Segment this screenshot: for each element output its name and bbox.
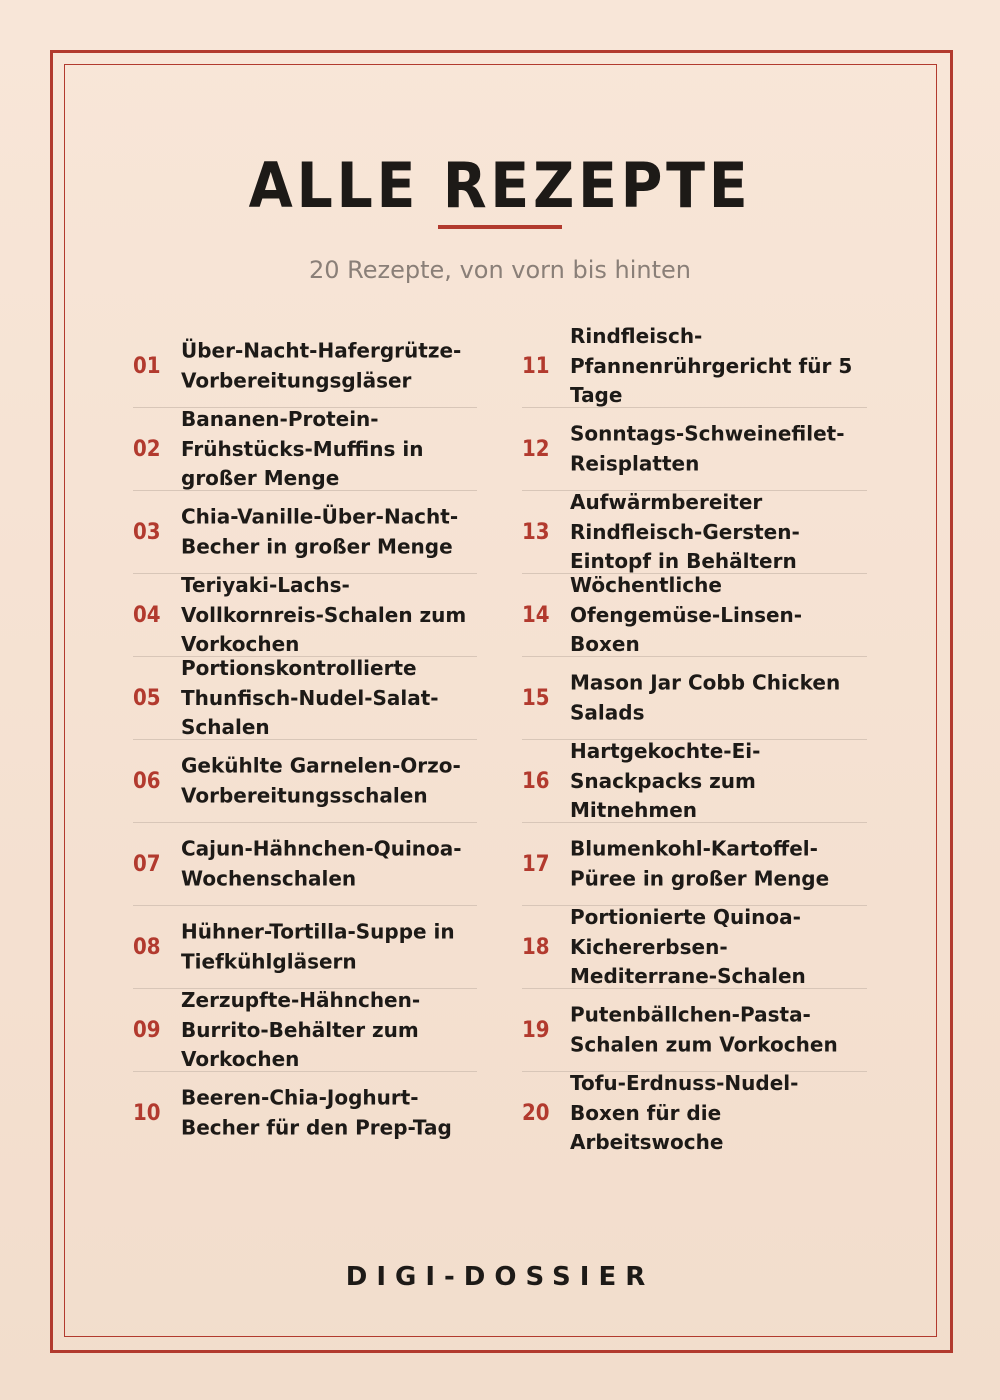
recipe-item [133, 989, 477, 1072]
recipe-item [522, 657, 867, 740]
recipe-number: 12 [522, 437, 550, 462]
recipe-name: Gekühlte Garnelen-Orzo-Vorbereitungsschalen [181, 753, 461, 807]
recipe-item [133, 574, 477, 657]
recipe-name: Wöchentliche Ofengemüse-Linsen-Boxen [570, 572, 803, 656]
recipe-name: Portionierte Quinoa-Kichererbsen-Mediterrane-Schalen [570, 904, 806, 988]
recipe-number: 05 [133, 686, 161, 711]
recipe-list-right [522, 325, 867, 1155]
recipe-number: 17 [522, 852, 550, 877]
title-underline [438, 225, 562, 229]
footer-brand: DIGI-DOSSIER [345, 1262, 655, 1292]
recipe-name: Chia-Vanille-Über-Nacht-Becher in großer Menge [181, 504, 459, 558]
recipe-item [522, 989, 867, 1072]
recipe-number: 07 [133, 852, 161, 877]
recipe-number: 06 [133, 769, 161, 794]
recipe-number: 19 [522, 1018, 550, 1043]
recipe-list-left [133, 325, 477, 1155]
recipe-number: 09 [133, 1018, 161, 1043]
recipe-number: 18 [522, 935, 550, 960]
recipe-item [133, 657, 477, 740]
recipe-item [522, 408, 867, 491]
recipe-item [522, 740, 867, 823]
recipe-name: Aufwärmbereiter Rindfleisch-Gersten-Eintopf in Behältern [570, 489, 800, 573]
recipe-name: Tofu-Erdnuss-Nudel-Boxen für die Arbeitswoche [570, 1070, 799, 1154]
recipe-item [522, 574, 867, 657]
recipe-name: Mason Jar Cobb Chicken Salads [570, 670, 841, 724]
recipe-number: 15 [522, 686, 550, 711]
recipe-item [133, 408, 477, 491]
recipe-name: Über-Nacht-Hafergrütze-Vorbereitungsgläser [181, 338, 462, 392]
recipe-name: Cajun-Hähnchen-Quinoa-Wochenschalen [181, 836, 462, 890]
recipe-name: Hartgekochte-Ei-Snackpacks zum Mitnehmen [570, 738, 761, 822]
recipe-item [133, 740, 477, 823]
recipe-item [522, 823, 867, 906]
recipe-number: 14 [522, 603, 550, 628]
recipe-name: Teriyaki-Lachs-Vollkornreis-Schalen zum Vorkochen [181, 572, 467, 656]
recipe-number: 03 [133, 520, 161, 545]
recipe-number: 16 [522, 769, 550, 794]
recipe-number: 08 [133, 935, 161, 960]
recipe-number: 20 [522, 1101, 550, 1126]
recipe-name: Portionskontrollierte Thunfisch-Nudel-Salat-Schalen [181, 655, 439, 739]
recipe-number: 04 [133, 603, 161, 628]
page-title: ALLE REZEPTE [248, 149, 752, 222]
recipe-item [522, 906, 867, 989]
recipe-item [133, 325, 477, 408]
recipe-item [522, 325, 867, 408]
recipe-name: Rindfleisch-Pfannenrührgericht für 5 Tage [570, 323, 853, 407]
recipe-item [133, 491, 477, 574]
recipe-name: Bananen-Protein-Frühstücks-Muffins in großer Menge [181, 406, 424, 490]
recipe-number: 13 [522, 520, 550, 545]
recipe-number: 01 [133, 354, 161, 379]
recipe-name: Hühner-Tortilla-Suppe in Tiefkühlgläsern [181, 919, 455, 973]
recipe-item [133, 823, 477, 906]
recipe-item [133, 1072, 477, 1155]
recipe-item [133, 906, 477, 989]
recipe-number: 10 [133, 1101, 161, 1126]
recipe-name: Blumenkohl-Kartoffel-Püree in großer Menge [570, 836, 830, 890]
recipe-name: Zerzupfte-Hähnchen-Burrito-Behälter zum Vorkochen [181, 987, 421, 1071]
recipe-name: Beeren-Chia-Joghurt-Becher für den Prep-Tag [181, 1085, 452, 1139]
page-subtitle: 20 Rezepte, von vorn bis hinten [309, 256, 691, 284]
recipe-number: 11 [522, 354, 550, 379]
recipe-item [522, 491, 867, 574]
recipe-name: Putenbällchen-Pasta-Schalen zum Vorkochen [570, 1002, 838, 1056]
recipe-number: 02 [133, 437, 161, 462]
recipe-name: Sonntags-Schweinefilet-Reisplatten [570, 421, 845, 475]
recipe-item [522, 1072, 867, 1155]
